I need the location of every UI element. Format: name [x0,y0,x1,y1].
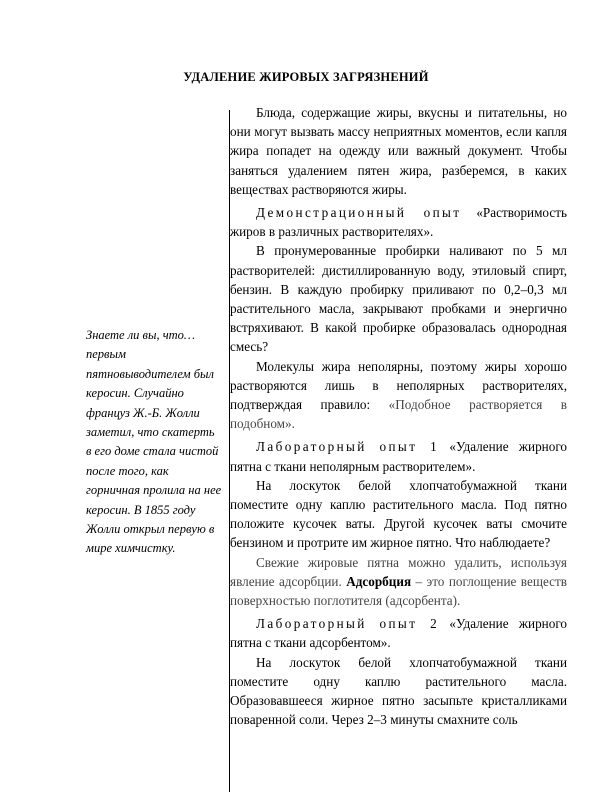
molecules-text: Молекулы жира неполярны, поэтому жиры хорошо растворяются лишь в неполярных растворителях, подтверждая правило: [230,358,567,413]
demo-experiment-paragraph: В пронумерованные пробирки наливают по 5 мл растворителей: дистиллированную воду, этиловый спирт, бензин. В каждую пробирку приливают по 0,2–0,3 мл растительного масла, закрывают пробками и энергично встряхивают. В какой пробирке образовалась однородная смесь? [230,243,567,355]
demo-experiment-title: «Растворимость жиров в различных растворителях». [230,205,567,240]
lab-experiment-2-heading [230,614,567,652]
did-you-know-sidebar: Знаете ли вы, что… первым пятновыводителем был керосин. Случайно француз Ж.-Б. Жолли заметил, что скатерть в его доме стала чистой после того, как горничная пролила на нее керосин. В 1855 году Жолли открыл первую в мире химчистку. [86,328,222,556]
lab-experiment-1-heading [230,437,567,475]
rule-quote: «Подобное растворяется в подобном». [230,397,567,432]
lab-experiment-2-paragraph: На лоскуток белой хлопчатобумажной ткани поместите одну каплю растительного масла. Образовавшееся жирное пятно засыпьте кристалликами поваренной соли. Через 2–3 минуты смахните соль [230,654,567,728]
adsorption-definition: – это поглощение веществ поверхностью поглотителя (адсорбента). [230,573,567,609]
lab-experiment-1-paragraph: На лоскуток белой хлопчатобумажной ткани поместите одну каплю растительного масла. Под пятно положите кусочек ваты. Другой кусочек ваты смочите бензином и протрите им жирное пятно. Что наблюдаете? [230,477,567,551]
demo-experiment-label: Демонстрационный опыт [256,205,462,221]
molecules-paragraph [230,357,567,434]
adsorption-intro: Свежие жировые пятна можно удалить, используя явление адсорбции. [230,554,567,589]
intro-paragraph: Блюда, содержащие жиры, вкусны и питательны, но они могут вызвать массу неприятных моментов, если капля жира попадет на одежду или важный документ. Чтобы заняться удалением пятен жира, разберемся, в каких веществах растворяются жиры. [230,105,567,197]
lab-experiment-2-label: Лабораторный опыт 2 [256,616,440,632]
lab-experiment-1-title: «Удаление жирного пятна с ткани неполярным растворителем». [230,439,567,474]
adsorption-paragraph [230,553,567,611]
lab-experiment-2-title: «Удаление жирного пятна с ткани адсорбентом». [230,616,567,651]
main-column [230,103,567,730]
demo-experiment-heading [230,203,567,241]
lab-experiment-1-label: Лабораторный опыт 1 [256,439,440,455]
adsorption-term: Адсорбция [346,573,412,589]
page-title: УДАЛЕНИЕ ЖИРОВЫХ ЗАГРЯЗНЕНИЙ [183,70,429,84]
